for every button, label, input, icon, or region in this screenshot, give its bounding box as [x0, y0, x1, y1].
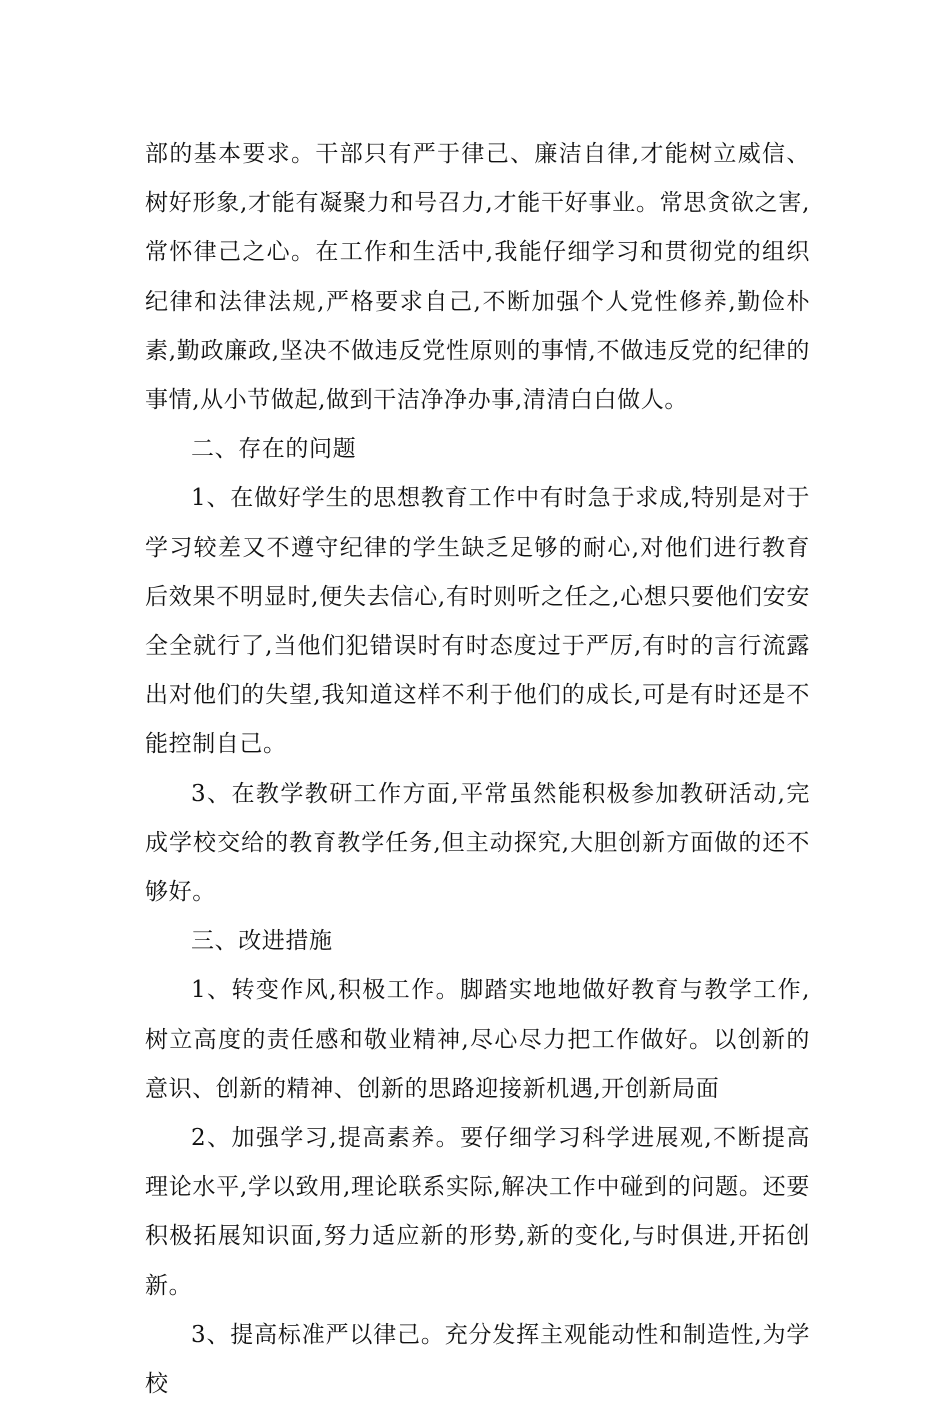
paragraph-measure-1: 1、转变作风,积极工作。脚踏实地地做好教育与教学工作,树立高度的责任感和敬业精神,尽心尽力把工作做好。以创新的意识、创新的精神、创新的思路迎接新机遇,开创新局面 [145, 977, 810, 1102]
paragraph-problem-3: 3、在教学教研工作方面,平常虽然能积极参加教研活动,完成学校交给的教育教学任务,但主动探究,大胆创新方面做的还不够好。 [145, 780, 810, 906]
paragraph-measure-3: 3、提高标准严以律己。充分发挥主观能动性和制造性,为学校 [145, 1321, 810, 1398]
document-body [145, 130, 810, 1409]
heading-improvement-measures: 三、改进措施 [191, 928, 333, 955]
heading-existing-problems: 二、存在的问题 [191, 436, 357, 463]
paragraph-discipline: 部的基本要求。干部只有严于律己、廉洁自律,才能树立威信、树好形象,才能有凝聚力和号召力,才能干好事业。常思贪欲之害,常怀律己之心。在工作和生活中,我能仔细学习和贯彻党的组织纪律和法律法规,严格要求自己,不断加强个人党性修养,勤俭朴素,勤政廉政,坚决不做违反党性原则的事情,不做违反党的纪律的事情,从小节做起,做到干洁净净办事,清清白白做人。 [145, 141, 810, 414]
paragraph-measure-2: 2、加强学习,提高素养。要仔细学习科学进展观,不断提高理论水平,学以致用,理论联系实际,解决工作中碰到的问题。还要积极拓展知识面,努力适应新的形势,新的变化,与时俱进,开拓创新。 [145, 1125, 810, 1299]
paragraph-problem-1: 1、在做好学生的思想教育工作中有时急于求成,特别是对于学习较差又不遵守纪律的学生缺乏足够的耐心,对他们进行教育后效果不明显时,便失去信心,有时则听之任之,心想只要他们安安全全就行了,当他们犯错误时有时态度过于严厉,有时的言行流露出对他们的失望,我知道这样不利于他们的成长,可是有时还是不能控制自己。 [145, 485, 810, 758]
